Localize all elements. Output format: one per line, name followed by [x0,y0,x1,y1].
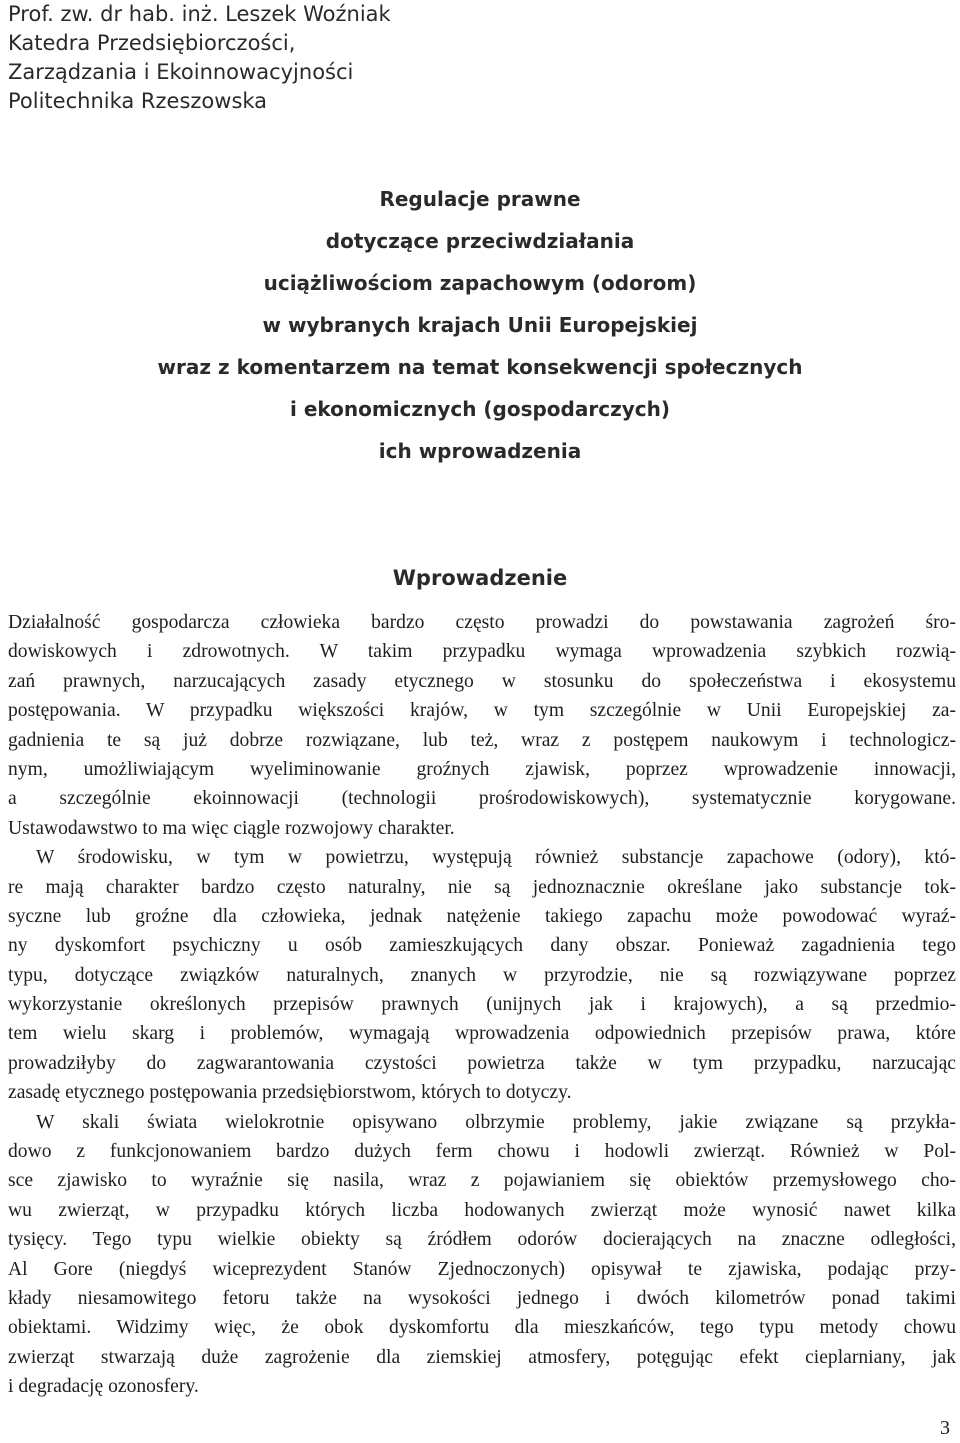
author-name: Prof. zw. dr hab. inż. Leszek Woźniak [8,2,391,26]
body-line: Działalność gospodarcza człowieka bardzo często prowadzi do powstawania zagrożeń śro- [8,612,956,633]
body-line: W środowisku, w tym w powietrzu, występują również substancje zapachowe (odory), któ- [36,847,956,869]
body-line: obiektami. Widzimy więc, że obok dyskomfortu dla mieszkańców, tego typu metody chowu [8,1317,956,1339]
body-line: zań prawnych, narzucających zasady etycznego w stosunku do społeczeństwa i ekosystemu [8,670,956,692]
body-line: wu zwierząt, w przypadku których liczba hodowanych zwierząt może wynosić nawet kilka [8,1199,956,1221]
body-line: kłady niesamowitego fetoru także na wysokości jednego i dwóch kilometrów ponad takimi [8,1287,956,1309]
body-line: W skali świata wielokrotnie opisywano olbrzymie problemy, jakie związane są przykła- [36,1111,956,1133]
body-line: ny dyskomfort psychiczny u osób zamieszkujących dany obszar. Ponieważ zagadnienia tego [8,935,956,957]
author-university: Politechnika Rzeszowska [8,89,268,113]
paper-title [0,178,960,472]
body-line: zwierząt stwarzają duże zagrożenie dla ziemskiej atmosfery, potęgując efekt cieplarniany, jak [8,1346,956,1368]
body-line: tem wielu skarg i problemów, wymagają wprowadzenia odpowiednich przepisów prawa, które [8,1023,956,1045]
body-line: sce zjawisko to wyraźnie się nasila, wraz z pojawianiem się obiektów przemysłowego cho- [8,1170,956,1192]
body-line: nym, umożliwiającym wyeliminowanie groźnych zjawisk, poprzez wprowadzenie innowacji, [8,758,956,780]
body-line: prowadziłyby do zagwarantowania czystości powietrza także w tym przypadku, narzucając [8,1052,956,1074]
body-line: tysięcy. Tego typu wielkie obiekty są źródłem odorów docierających na znaczne odległości, [8,1229,956,1251]
body-line: re mają charakter bardzo często naturalny, nie są jednoznacznie określane jako substancje tok- [8,876,956,898]
title-line: i ekonomicznych (gospodarczych) [290,397,670,421]
body-line: dowiskowych i zdrowotnych. W takim przypadku wymaga wprowadzenia szybkich rozwią- [8,641,956,663]
body-line: Al Gore (niegdyś wiceprezydent Stanów Zjednoczonych) opisywał te zjawiska, podając przy- [8,1258,956,1280]
body-line: gadnienia te są już dobrze rozwiązane, lub też, wraz z postępem naukowym i technologicz- [8,729,956,751]
author-block [8,0,391,116]
title-line: dotyczące przeciwdziałania [325,229,635,253]
title-line: Regulacje prawne [379,187,581,211]
author-department: Katedra Przedsiębiorczości, [8,31,296,55]
body-line: typu, dotyczące związków naturalnych, znanych w przyrodzie, nie są rozwiązywane poprzez [8,964,956,986]
title-line: wraz z komentarzem na temat konsekwencji społecznych [157,355,803,379]
author-department-cont: Zarządzania i Ekoinnowacyjności [8,60,354,84]
body-line: Ustawodawstwo to ma więc ciągle rozwojowy charakter. [8,817,455,839]
body-line: i degradację ozonosfery. [8,1376,199,1398]
body-line: wykorzystanie określonych przepisów prawnych (unijnych jak i krajowych), a są przedmio- [8,994,956,1016]
section-heading: Wprowadzenie [392,566,568,590]
body-line: a szczególnie ekoinnowacji (technologii prośrodowiskowych), systematycznie korygowane. [8,788,956,810]
title-line: ich wprowadzenia [378,439,582,463]
body-line: postępowania. W przypadku większości krajów, w tym szczególnie w Unii Europejskiej za- [8,700,956,722]
body-line: dowo z funkcjonowaniem bardzo dużych ferm chowu i hodowli zwierząt. Również w Pol- [8,1141,956,1163]
body-text [8,608,956,1402]
body-line: syczne lub groźne dla człowieka, jednak natężenie takiego zapachu może powodować wyraź- [8,905,956,927]
page-number: 3 [940,1417,950,1439]
title-line: w wybranych krajach Unii Europejskiej [262,313,698,337]
body-line: zasadę etycznego postępowania przedsiębiorstwom, których to dotyczy. [8,1082,572,1104]
title-line: uciążliwościom zapachowym (odorom) [263,271,697,295]
